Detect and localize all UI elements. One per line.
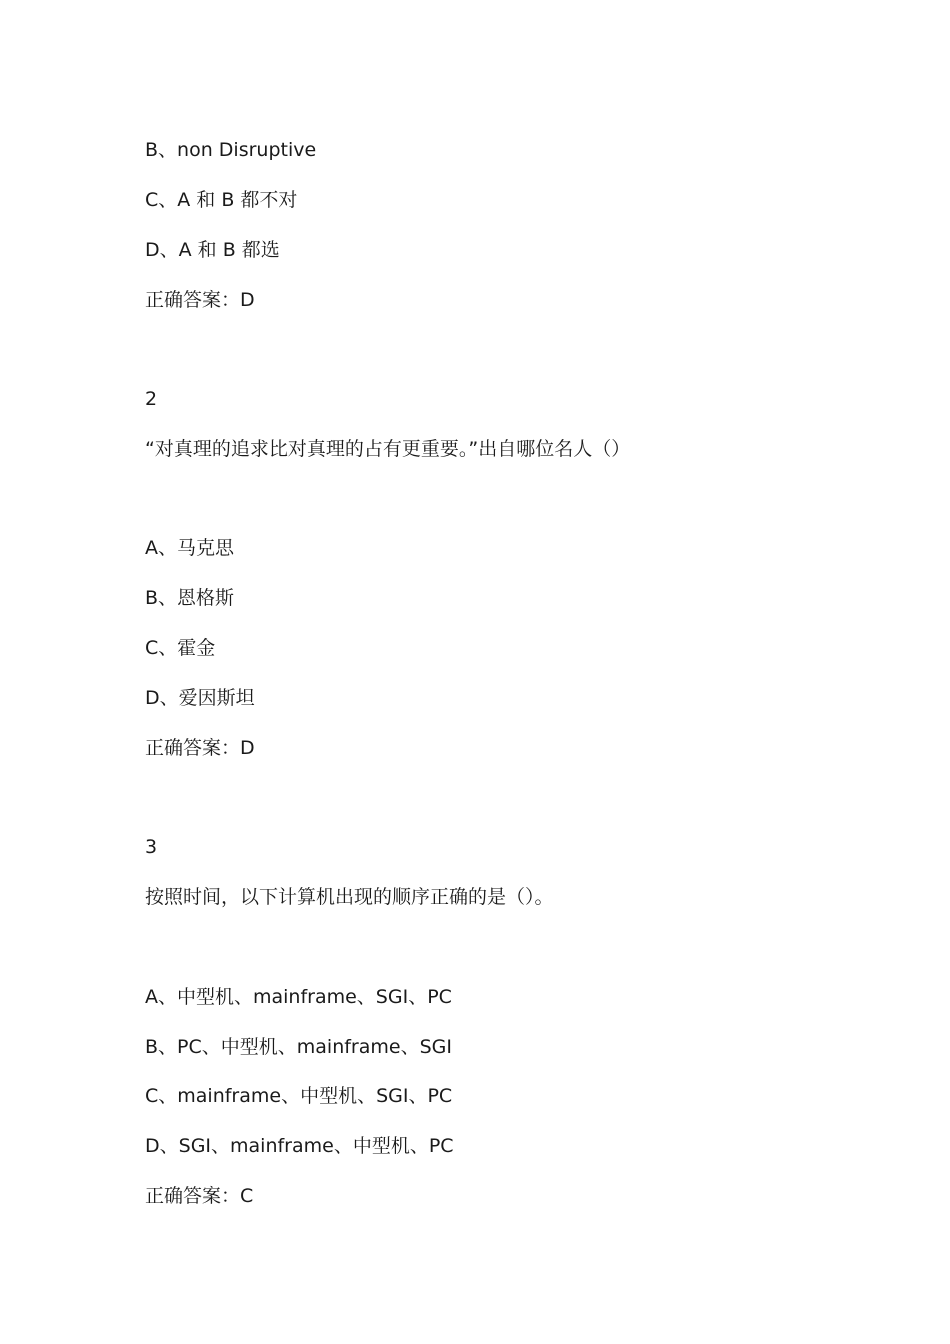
q2-option-d: D、爱因斯坦 xyxy=(145,687,255,709)
q2-number: 2 xyxy=(145,388,158,410)
q2-option-c: C、霍金 xyxy=(145,637,216,659)
q2-answer: 正确答案：D xyxy=(145,737,255,759)
q1-option-d: D、A 和 B 都选 xyxy=(145,239,280,261)
q3-number: 3 xyxy=(145,836,158,858)
q2-option-b: B、恩格斯 xyxy=(145,587,235,609)
q3-option-d: D、SGI、mainframe、中型机、PC xyxy=(145,1135,454,1157)
q3-question: 按照时间，以下计算机出现的顺序正确的是（）。 xyxy=(145,886,554,908)
q3-option-a: A、中型机、mainframe、SGI、PC xyxy=(145,986,452,1008)
q2-option-a: A、马克思 xyxy=(145,537,234,559)
q1-answer: 正确答案：D xyxy=(145,289,255,311)
q3-answer: 正确答案：C xyxy=(145,1185,254,1207)
q3-option-b: B、PC、中型机、mainframe、SGI xyxy=(145,1036,452,1058)
q3-option-c: C、mainframe、中型机、SGI、PC xyxy=(145,1085,453,1107)
q2-question: “对真理的追求比对真理的占有更重要。”出自哪位名人（） xyxy=(145,438,631,460)
q1-option-b: B、non Disruptive xyxy=(145,139,317,161)
q1-option-c: C、A 和 B 都不对 xyxy=(145,189,298,211)
